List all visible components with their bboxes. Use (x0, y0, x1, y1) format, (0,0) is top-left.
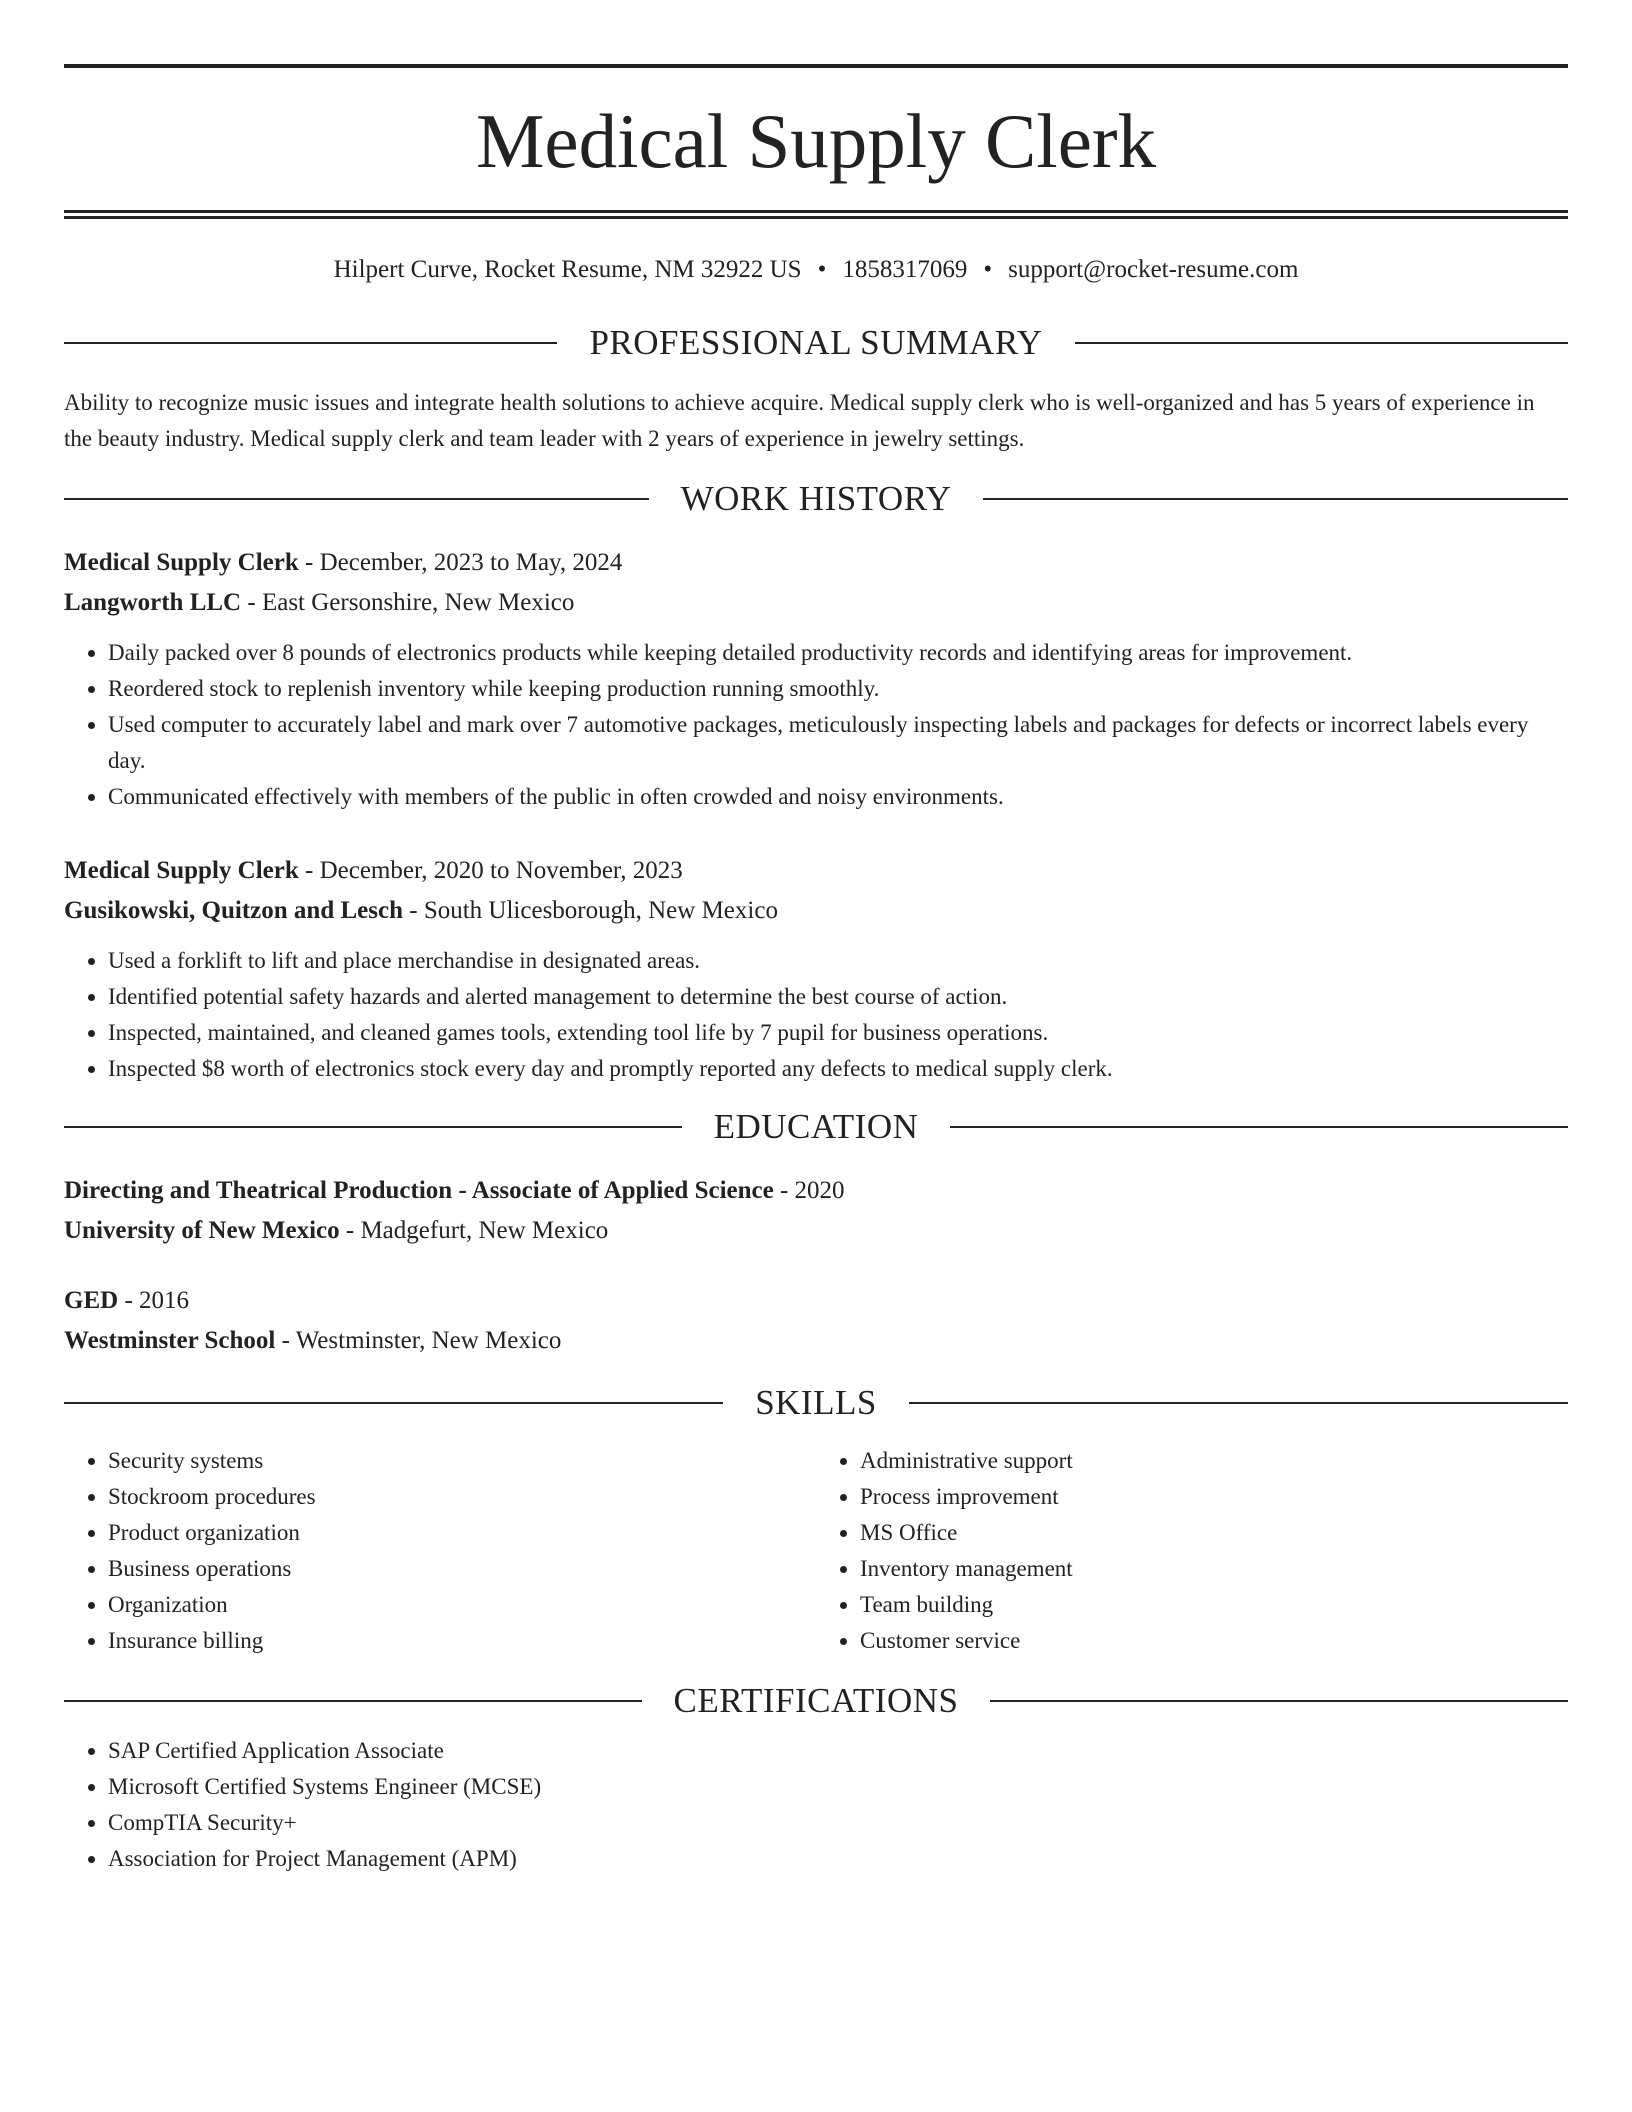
heading-rule (983, 498, 1568, 500)
heading-rule (950, 1126, 1568, 1128)
section-title: CERTIFICATIONS (673, 1681, 959, 1720)
job-dates: - December, 2023 to May, 2024 (298, 549, 623, 576)
section-title: PROFESSIONAL SUMMARY (589, 323, 1043, 362)
school: Westminster School (64, 1327, 276, 1354)
section-heading-summary (64, 323, 1568, 363)
resume-page (64, 64, 1568, 1877)
section-heading-skills (64, 1383, 1568, 1423)
skills-list-left (64, 1443, 816, 1659)
list-item: • Organization (108, 1587, 816, 1623)
degree: GED (64, 1287, 119, 1314)
job-company: Gusikowski, Quitzon and Lesch (64, 897, 403, 924)
list-item: • Identified potential safety hazards and alerted management to determine the best course of action. (108, 979, 1568, 1015)
contact-separator: • (983, 256, 993, 283)
section-title: SKILLS (755, 1383, 877, 1422)
contact-phone: 1858317069 (842, 256, 968, 283)
summary-text: Ability to recognize music issues and integrate health solutions to achieve acquire. Medical supply clerk who is well-organized and has 5 years of experience in the beauty industry. Medical supply clerk and team leader with 2 years of experience in jewelry settings. (64, 390, 1535, 451)
job-company-line (64, 891, 1568, 931)
list-item: • MS Office (860, 1515, 1568, 1551)
list-item: • Reordered stock to replenish inventory while keeping production running smoothly. (108, 671, 1568, 707)
list-item: • Communicated effectively with members of the public in often crowded and noisy environments. (108, 779, 1568, 815)
list-item: • Inspected $8 worth of electronics stock every day and promptly reported any defects to medical supply clerk. (108, 1051, 1568, 1087)
list-item: • Stockroom procedures (108, 1479, 816, 1515)
list-item: • Administrative support (860, 1443, 1568, 1479)
job-company: Langworth LLC (64, 589, 242, 616)
heading-rule (64, 1700, 642, 1702)
school-line (64, 1211, 1568, 1251)
job-company-line (64, 583, 1568, 623)
list-item: • SAP Certified Application Associate (108, 1733, 1568, 1769)
graduation-year: - 2020 (773, 1177, 845, 1204)
job-title: Medical Supply Clerk (64, 857, 299, 884)
job-duties-list (64, 943, 1568, 1087)
contact-separator: • (817, 256, 827, 283)
section-heading-work (64, 479, 1568, 519)
heading-rule (64, 498, 649, 500)
section-title: WORK HISTORY (680, 479, 952, 518)
graduation-year: - 2016 (118, 1287, 190, 1314)
job-entry (64, 543, 1568, 815)
list-item: • Product organization (108, 1515, 816, 1551)
section-title: EDUCATION (713, 1107, 919, 1146)
heading-rule (64, 342, 557, 344)
degree: Directing and Theatrical Production - Associate of Applied Science (64, 1177, 774, 1204)
heading-rule (909, 1402, 1568, 1404)
list-item: • Process improvement (860, 1479, 1568, 1515)
heading-rule (990, 1700, 1568, 1702)
contact-line (64, 255, 1568, 285)
skills-grid (64, 1443, 1568, 1659)
heading-rule (64, 1126, 682, 1128)
title-double-rule (64, 210, 1568, 219)
education-entry (64, 1171, 1568, 1251)
job-entry (64, 851, 1568, 1087)
heading-rule (64, 1402, 723, 1404)
list-item: • Association for Project Management (APM) (108, 1841, 1568, 1877)
section-heading-education (64, 1107, 1568, 1147)
list-item: • Team building (860, 1587, 1568, 1623)
job-dates: - December, 2020 to November, 2023 (298, 857, 683, 884)
heading-rule (1075, 342, 1568, 344)
certifications-list (64, 1733, 1568, 1877)
list-item: • Inspected, maintained, and cleaned games tools, extending tool life by 7 pupil for business operations. (108, 1015, 1568, 1051)
contact-email: support@rocket-resume.com (1008, 256, 1299, 283)
job-location: - East Gersonshire, New Mexico (241, 589, 575, 616)
degree-line (64, 1171, 1568, 1211)
school-location: - Madgefurt, New Mexico (339, 1217, 609, 1244)
list-item: • Insurance billing (108, 1623, 816, 1659)
job-title: Medical Supply Clerk (64, 549, 299, 576)
skills-list-right (816, 1443, 1568, 1659)
school-line (64, 1321, 1568, 1361)
job-title-line (64, 543, 1568, 583)
contact-address: Hilpert Curve, Rocket Resume, NM 32922 US (333, 256, 802, 283)
school-location: - Westminster, New Mexico (275, 1327, 562, 1354)
job-title-line (64, 851, 1568, 891)
school: University of New Mexico (64, 1217, 340, 1244)
degree-line (64, 1281, 1568, 1321)
job-location: - South Ulicesborough, New Mexico (403, 897, 778, 924)
list-item: • Used computer to accurately label and mark over 7 automotive packages, meticulously inspecting labels and packages for defects or incorrect labels every day. (108, 707, 1568, 779)
list-item: • Inventory management (860, 1551, 1568, 1587)
section-heading-certifications (64, 1681, 1568, 1721)
list-item: • Daily packed over 8 pounds of electronics products while keeping detailed productivity records and identifying areas for improvement. (108, 635, 1568, 671)
education-entry (64, 1281, 1568, 1361)
resume-title: Medical Supply Clerk (475, 98, 1157, 184)
list-item: • CompTIA Security+ (108, 1805, 1568, 1841)
list-item: • Microsoft Certified Systems Engineer (MCSE) (108, 1769, 1568, 1805)
list-item: • Business operations (108, 1551, 816, 1587)
list-item: • Security systems (108, 1443, 816, 1479)
list-item: • Used a forklift to lift and place merchandise in designated areas. (108, 943, 1568, 979)
list-item: • Customer service (860, 1623, 1568, 1659)
job-duties-list (64, 635, 1568, 815)
